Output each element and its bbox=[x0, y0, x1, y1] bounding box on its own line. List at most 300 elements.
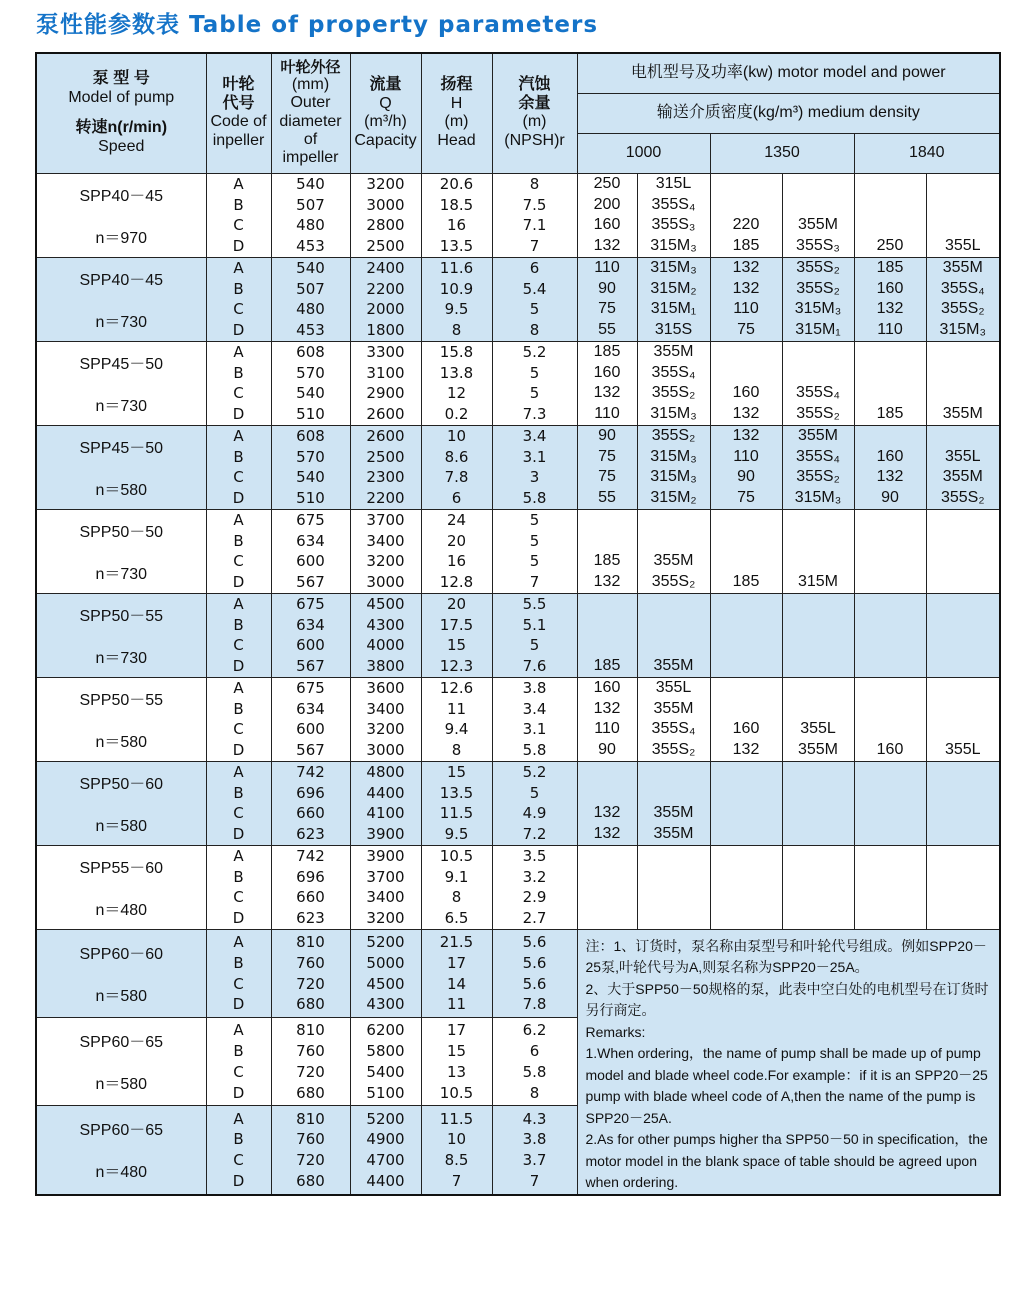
motor-value bbox=[638, 908, 710, 928]
head-value: 9.1 bbox=[444, 867, 469, 886]
codes-value: C bbox=[233, 1151, 244, 1170]
diameter-cell bbox=[271, 425, 350, 509]
motor-value: 355S₄ bbox=[651, 195, 696, 213]
motor-value: 185 bbox=[593, 552, 621, 570]
npsh-cell bbox=[492, 845, 577, 929]
npsh-value: 3.4 bbox=[522, 426, 547, 445]
motor-p1000-cell bbox=[577, 173, 637, 257]
diameter-value: 608 bbox=[296, 426, 325, 445]
motor-value: 355M bbox=[653, 804, 694, 822]
motor-value bbox=[783, 174, 854, 194]
note-paragraph: 2、大于SPP50－50规格的泵，此表中空白处的电机型号在订货时另行商定。 bbox=[585, 980, 989, 1018]
head-value: 11.5 bbox=[439, 1109, 474, 1128]
motor-value bbox=[578, 762, 637, 782]
codes-value: C bbox=[233, 384, 244, 403]
npsh-value: 3.8 bbox=[522, 1130, 547, 1149]
pump-group-row bbox=[36, 593, 1000, 677]
motor-m1000-cell bbox=[637, 845, 710, 929]
diameter-value: 540 bbox=[296, 468, 325, 487]
motor-value: 110 bbox=[594, 720, 620, 738]
diameter-value: 567 bbox=[296, 741, 325, 760]
diameter-value: 480 bbox=[296, 216, 325, 235]
motor-value bbox=[638, 615, 710, 635]
header-flow-line: 流量 bbox=[369, 76, 402, 94]
header-head-line: (m) bbox=[444, 113, 469, 131]
npsh-value: 7.6 bbox=[522, 657, 547, 676]
motor-value: 110 bbox=[594, 258, 620, 276]
pump-speed: n＝580 bbox=[95, 817, 148, 835]
npsh-value: 7.5 bbox=[522, 195, 547, 214]
flow-value: 3000 bbox=[366, 573, 405, 592]
motor-value bbox=[711, 363, 782, 383]
npsh-value: 8 bbox=[529, 321, 540, 340]
header-diameter-line: diameter bbox=[279, 112, 342, 130]
pump-speed: n＝730 bbox=[95, 565, 148, 583]
head-value: 11.5 bbox=[439, 804, 474, 823]
npsh-value: 5 bbox=[529, 384, 540, 403]
motor-p1350-cell bbox=[710, 593, 782, 677]
motor-p1000-cell bbox=[577, 761, 637, 845]
diameter-value: 480 bbox=[296, 300, 325, 319]
codes-cell bbox=[206, 425, 271, 509]
motor-m1350-cell bbox=[782, 509, 854, 593]
flow-value: 5800 bbox=[366, 1042, 405, 1061]
flow-cell bbox=[350, 257, 421, 341]
pump-speed: n＝730 bbox=[95, 313, 148, 331]
motor-p1350-cell bbox=[710, 257, 782, 341]
flow-value: 3400 bbox=[366, 699, 405, 718]
codes-value: A bbox=[233, 678, 244, 697]
motor-value bbox=[711, 531, 782, 551]
header-code-line: 叶轮 bbox=[222, 76, 255, 94]
npsh-value: 3.2 bbox=[522, 867, 547, 886]
motor-value: 75 bbox=[598, 300, 616, 318]
motor-m1840-cell bbox=[926, 173, 1000, 257]
motor-value: 315M₃ bbox=[939, 321, 987, 339]
npsh-value: 5.2 bbox=[522, 762, 547, 781]
header-density: 输送介质密度(kg/m³) medium density bbox=[577, 93, 1000, 133]
motor-value: 132 bbox=[732, 426, 760, 444]
codes-value: B bbox=[233, 699, 244, 718]
diameter-cell bbox=[271, 929, 350, 1017]
npsh-value: 5.8 bbox=[522, 741, 547, 760]
npsh-cell bbox=[492, 257, 577, 341]
motor-value bbox=[783, 867, 854, 887]
motor-value bbox=[711, 594, 782, 614]
header-npsh-line: 汽蚀 bbox=[518, 76, 551, 94]
npsh-value: 5.1 bbox=[522, 615, 547, 634]
flow-value: 2300 bbox=[366, 468, 405, 487]
diameter-value: 675 bbox=[296, 510, 325, 529]
head-cell bbox=[421, 929, 492, 1017]
flow-cell bbox=[350, 425, 421, 509]
motor-value: 355S₄ bbox=[651, 720, 696, 738]
motor-value: 355S₂ bbox=[796, 405, 840, 423]
diameter-value: 600 bbox=[296, 720, 325, 739]
head-value: 12.8 bbox=[439, 573, 474, 592]
npsh-value: 3.1 bbox=[522, 447, 547, 466]
diameter-value: 634 bbox=[296, 531, 325, 550]
motor-value bbox=[927, 572, 1000, 592]
motor-value: 355M bbox=[653, 552, 694, 570]
motor-p1840-cell bbox=[854, 593, 926, 677]
npsh-value: 3.8 bbox=[522, 678, 547, 697]
motor-value bbox=[927, 426, 1000, 446]
pump-model: SPP40－45 bbox=[79, 187, 164, 205]
motor-m1840-cell bbox=[926, 677, 1000, 761]
diameter-value: 510 bbox=[296, 489, 325, 508]
header-flow-line: Q bbox=[379, 94, 392, 112]
motor-p1840-cell bbox=[854, 845, 926, 929]
motor-m1840-cell bbox=[926, 257, 1000, 341]
motor-value: 355S₄ bbox=[940, 279, 985, 297]
codes-cell bbox=[206, 173, 271, 257]
npsh-value: 5.2 bbox=[522, 342, 547, 361]
diameter-value: 760 bbox=[296, 1042, 325, 1061]
diameter-value: 510 bbox=[296, 405, 325, 424]
motor-value: 315M₃ bbox=[650, 258, 697, 276]
motor-value bbox=[578, 867, 637, 887]
head-value: 0.2 bbox=[444, 405, 469, 424]
head-value: 15 bbox=[446, 1042, 467, 1061]
head-value: 15 bbox=[446, 762, 467, 781]
head-value: 10 bbox=[446, 1130, 467, 1149]
motor-value: 315M₂ bbox=[650, 489, 697, 507]
motor-value bbox=[783, 594, 854, 614]
npsh-value: 7.8 bbox=[522, 995, 547, 1014]
motor-m1350-cell bbox=[782, 173, 854, 257]
flow-value: 2200 bbox=[366, 279, 405, 298]
pump-model: SPP50－50 bbox=[79, 523, 164, 541]
motor-m1840-cell bbox=[926, 845, 1000, 929]
motor-value: 355L bbox=[655, 678, 692, 696]
motor-value bbox=[927, 699, 1000, 719]
motor-p1350-cell bbox=[710, 341, 782, 425]
npsh-cell bbox=[492, 341, 577, 425]
motor-value: 132 bbox=[732, 405, 760, 423]
motor-value: 90 bbox=[598, 426, 616, 444]
motor-value bbox=[578, 531, 637, 551]
head-value: 15 bbox=[446, 636, 467, 655]
motor-value: 75 bbox=[737, 489, 755, 507]
motor-value bbox=[783, 846, 854, 866]
head-value: 8.5 bbox=[444, 1151, 469, 1170]
flow-value: 3700 bbox=[366, 510, 405, 529]
motor-value: 160 bbox=[876, 279, 904, 297]
pump-model: SPP60－65 bbox=[79, 1122, 164, 1140]
head-value: 12 bbox=[446, 384, 467, 403]
motor-value: 132 bbox=[732, 258, 760, 276]
npsh-value: 3.4 bbox=[522, 699, 547, 718]
pump-model-cell bbox=[36, 425, 206, 509]
motor-value: 315M₃ bbox=[794, 489, 842, 507]
motor-value bbox=[927, 846, 1000, 866]
diameter-value: 507 bbox=[296, 195, 325, 214]
motor-value bbox=[927, 342, 1000, 362]
motor-value: 355M bbox=[653, 825, 694, 843]
motor-m1350-cell bbox=[782, 425, 854, 509]
motor-value: 75 bbox=[737, 321, 755, 339]
codes-value: C bbox=[233, 720, 244, 739]
motor-value bbox=[927, 383, 1000, 403]
flow-value: 3200 bbox=[366, 720, 405, 739]
npsh-value: 7 bbox=[529, 573, 540, 592]
header-flow bbox=[350, 53, 421, 173]
codes-value: D bbox=[232, 573, 245, 592]
diameter-value: 540 bbox=[296, 384, 325, 403]
codes-value: A bbox=[233, 594, 244, 613]
motor-value: 132 bbox=[593, 699, 621, 717]
motor-value: 355S₂ bbox=[651, 741, 696, 759]
codes-value: B bbox=[233, 447, 244, 466]
codes-value: D bbox=[232, 909, 245, 928]
motor-value: 355S₄ bbox=[651, 363, 696, 381]
codes-value: D bbox=[232, 489, 245, 508]
property-parameters-table bbox=[35, 52, 1001, 1196]
diameter-value: 680 bbox=[296, 1083, 325, 1102]
pump-group-row bbox=[36, 929, 1000, 1017]
codes-value: D bbox=[232, 1083, 245, 1102]
motor-value: 355M bbox=[797, 426, 839, 444]
npsh-value: 7 bbox=[529, 1171, 540, 1190]
flow-cell bbox=[350, 509, 421, 593]
npsh-value: 6 bbox=[529, 258, 540, 277]
codes-value: D bbox=[232, 405, 245, 424]
npsh-value: 5 bbox=[529, 510, 540, 529]
motor-value bbox=[783, 887, 854, 907]
motor-value: 90 bbox=[881, 489, 899, 507]
motor-value bbox=[711, 824, 782, 844]
motor-value bbox=[855, 803, 926, 823]
diameter-value: 623 bbox=[296, 909, 325, 928]
pump-model-cell bbox=[36, 257, 206, 341]
npsh-value: 5.4 bbox=[522, 279, 547, 298]
motor-value: 185 bbox=[876, 405, 904, 423]
header-diameter-line: impeller bbox=[282, 149, 339, 167]
diameter-value: 600 bbox=[296, 552, 325, 571]
pump-model: SPP40－45 bbox=[79, 271, 164, 289]
pump-model-cell bbox=[36, 929, 206, 1017]
motor-value: 90 bbox=[737, 468, 755, 486]
codes-value: C bbox=[233, 468, 244, 487]
motor-value bbox=[927, 867, 1000, 887]
codes-value: A bbox=[233, 258, 244, 277]
diameter-value: 696 bbox=[296, 783, 325, 802]
header-motor: 电机型号及功率(kw) motor model and power bbox=[577, 53, 1000, 93]
motor-value bbox=[927, 510, 1000, 530]
npsh-value: 7.1 bbox=[522, 216, 547, 235]
flow-value: 4700 bbox=[366, 1151, 405, 1170]
pump-group-row bbox=[36, 845, 1000, 929]
diameter-cell bbox=[271, 677, 350, 761]
codes-value: C bbox=[233, 1062, 244, 1081]
npsh-value: 3 bbox=[529, 468, 540, 487]
head-value: 10 bbox=[446, 426, 467, 445]
flow-cell bbox=[350, 929, 421, 1017]
npsh-value: 7 bbox=[529, 237, 540, 256]
flow-value: 4100 bbox=[366, 804, 405, 823]
npsh-cell bbox=[492, 173, 577, 257]
npsh-cell bbox=[492, 677, 577, 761]
motor-value: 355L bbox=[800, 720, 836, 738]
head-value: 18.5 bbox=[439, 195, 474, 214]
motor-value: 110 bbox=[733, 447, 759, 465]
motor-value: 220 bbox=[732, 216, 760, 234]
motor-m1350-cell bbox=[782, 257, 854, 341]
header-diameter-line: of bbox=[303, 131, 318, 149]
codes-value: B bbox=[233, 867, 244, 886]
diameter-value: 600 bbox=[296, 636, 325, 655]
codes-cell bbox=[206, 929, 271, 1017]
pump-speed: n＝730 bbox=[95, 649, 148, 667]
header-npsh bbox=[492, 53, 577, 173]
diameter-value: 675 bbox=[296, 678, 325, 697]
motor-value bbox=[927, 803, 1000, 823]
diameter-value: 570 bbox=[296, 363, 325, 382]
head-value: 9.4 bbox=[444, 720, 469, 739]
motor-value bbox=[783, 195, 854, 215]
flow-value: 4500 bbox=[366, 594, 405, 613]
codes-value: A bbox=[233, 933, 244, 952]
pump-group-row bbox=[36, 425, 1000, 509]
motor-value: 355S₂ bbox=[940, 489, 985, 507]
flow-cell bbox=[350, 341, 421, 425]
diameter-value: 608 bbox=[296, 342, 325, 361]
motor-value: 110 bbox=[733, 300, 759, 318]
header-density-1000: 1000 bbox=[577, 133, 710, 173]
header-code-line: inpeller bbox=[212, 131, 265, 149]
motor-value: 355M bbox=[653, 342, 694, 360]
motor-p1840-cell bbox=[854, 173, 926, 257]
motor-value: 315S bbox=[654, 321, 693, 339]
motor-value: 315M₃ bbox=[650, 468, 697, 486]
motor-value: 315M₃ bbox=[650, 405, 697, 423]
npsh-value: 7.2 bbox=[522, 825, 547, 844]
pump-group-row bbox=[36, 677, 1000, 761]
npsh-cell bbox=[492, 425, 577, 509]
motor-m1000-cell bbox=[637, 593, 710, 677]
motor-value bbox=[855, 426, 926, 446]
motor-value bbox=[855, 383, 926, 403]
motor-value: 315M bbox=[797, 573, 839, 591]
flow-value: 2400 bbox=[366, 258, 405, 277]
npsh-value: 2.7 bbox=[522, 909, 547, 928]
head-cell bbox=[421, 1106, 492, 1195]
codes-cell bbox=[206, 341, 271, 425]
motor-value: 185 bbox=[876, 258, 904, 276]
motor-value: 355S₂ bbox=[940, 300, 985, 318]
head-cell bbox=[421, 677, 492, 761]
motor-value: 315M₁ bbox=[650, 300, 697, 318]
codes-value: A bbox=[233, 1021, 244, 1040]
motor-value bbox=[855, 719, 926, 739]
motor-value: 160 bbox=[876, 741, 904, 759]
codes-value: C bbox=[233, 300, 244, 319]
flow-value: 3400 bbox=[366, 531, 405, 550]
header-flow-line: (m³/h) bbox=[364, 113, 407, 131]
flow-value: 3300 bbox=[366, 342, 405, 361]
motor-value bbox=[855, 551, 926, 571]
diameter-value: 675 bbox=[296, 594, 325, 613]
npsh-value: 5.6 bbox=[522, 974, 547, 993]
motor-m1000-cell bbox=[637, 341, 710, 425]
pump-group-row bbox=[36, 761, 1000, 845]
motor-p1350-cell bbox=[710, 509, 782, 593]
motor-value bbox=[578, 615, 637, 635]
motor-p1350-cell bbox=[710, 845, 782, 929]
motor-value bbox=[578, 846, 637, 866]
diameter-value: 567 bbox=[296, 573, 325, 592]
motor-p1840-cell bbox=[854, 677, 926, 761]
motor-value bbox=[711, 342, 782, 362]
head-value: 7 bbox=[451, 1171, 462, 1190]
codes-value: C bbox=[233, 888, 244, 907]
motor-value bbox=[783, 615, 854, 635]
note-paragraph: 1.When ordering，the name of pump shall be made up of pump model and blade wheel code.For example：if it is an SPP20－25 pump with blade wheel code of A,then the name of the pump is SPP20－25A. bbox=[585, 1045, 988, 1126]
codes-cell bbox=[206, 677, 271, 761]
motor-m1840-cell bbox=[926, 509, 1000, 593]
motor-value bbox=[638, 783, 710, 803]
motor-p1000-cell bbox=[577, 593, 637, 677]
diameter-cell bbox=[271, 845, 350, 929]
header-npsh-line: 余量 bbox=[518, 94, 551, 112]
diameter-value: 634 bbox=[296, 615, 325, 634]
codes-value: D bbox=[232, 825, 245, 844]
motor-value: 355S₂ bbox=[651, 426, 696, 444]
motor-value bbox=[855, 656, 926, 676]
header-npsh-line: (m) bbox=[522, 113, 547, 131]
flow-value: 2600 bbox=[366, 405, 405, 424]
header-npsh-line: (NPSH)r bbox=[504, 131, 565, 149]
motor-p1840-cell bbox=[854, 761, 926, 845]
note-paragraph: 2.As for other pumps higher tha SPP50－50 in specification，the motor model in the blank space of table should be agreed upon when ordering. bbox=[585, 1131, 988, 1190]
motor-value: 160 bbox=[593, 216, 621, 234]
npsh-value: 8 bbox=[529, 1083, 540, 1102]
motor-value: 355S₄ bbox=[796, 447, 840, 465]
codes-value: A bbox=[233, 846, 244, 865]
pump-model-cell bbox=[36, 593, 206, 677]
motor-p1840-cell bbox=[854, 509, 926, 593]
motor-value: 75 bbox=[598, 447, 616, 465]
diameter-value: 760 bbox=[296, 953, 325, 972]
header-model bbox=[36, 53, 206, 173]
head-value: 20 bbox=[446, 531, 467, 550]
motor-value bbox=[578, 510, 637, 530]
motor-value: 355L bbox=[944, 447, 981, 465]
flow-value: 2200 bbox=[366, 489, 405, 508]
motor-p1000-cell bbox=[577, 677, 637, 761]
motor-m1840-cell bbox=[926, 341, 1000, 425]
motor-p1350-cell bbox=[710, 173, 782, 257]
diameter-value: 540 bbox=[296, 258, 325, 277]
header-head bbox=[421, 53, 492, 173]
head-cell bbox=[421, 257, 492, 341]
head-value: 6.5 bbox=[444, 909, 469, 928]
npsh-value: 5.8 bbox=[522, 1062, 547, 1081]
motor-value: 355M bbox=[653, 657, 694, 675]
diameter-cell bbox=[271, 1017, 350, 1105]
motor-value: 355M bbox=[797, 741, 839, 759]
head-value: 10.9 bbox=[439, 279, 474, 298]
motor-value: 355M bbox=[942, 258, 983, 276]
motor-value bbox=[783, 783, 854, 803]
head-cell bbox=[421, 593, 492, 677]
motor-value bbox=[855, 594, 926, 614]
motor-value bbox=[711, 656, 782, 676]
motor-value bbox=[783, 363, 854, 383]
codes-value: B bbox=[233, 195, 244, 214]
diameter-value: 760 bbox=[296, 1130, 325, 1149]
